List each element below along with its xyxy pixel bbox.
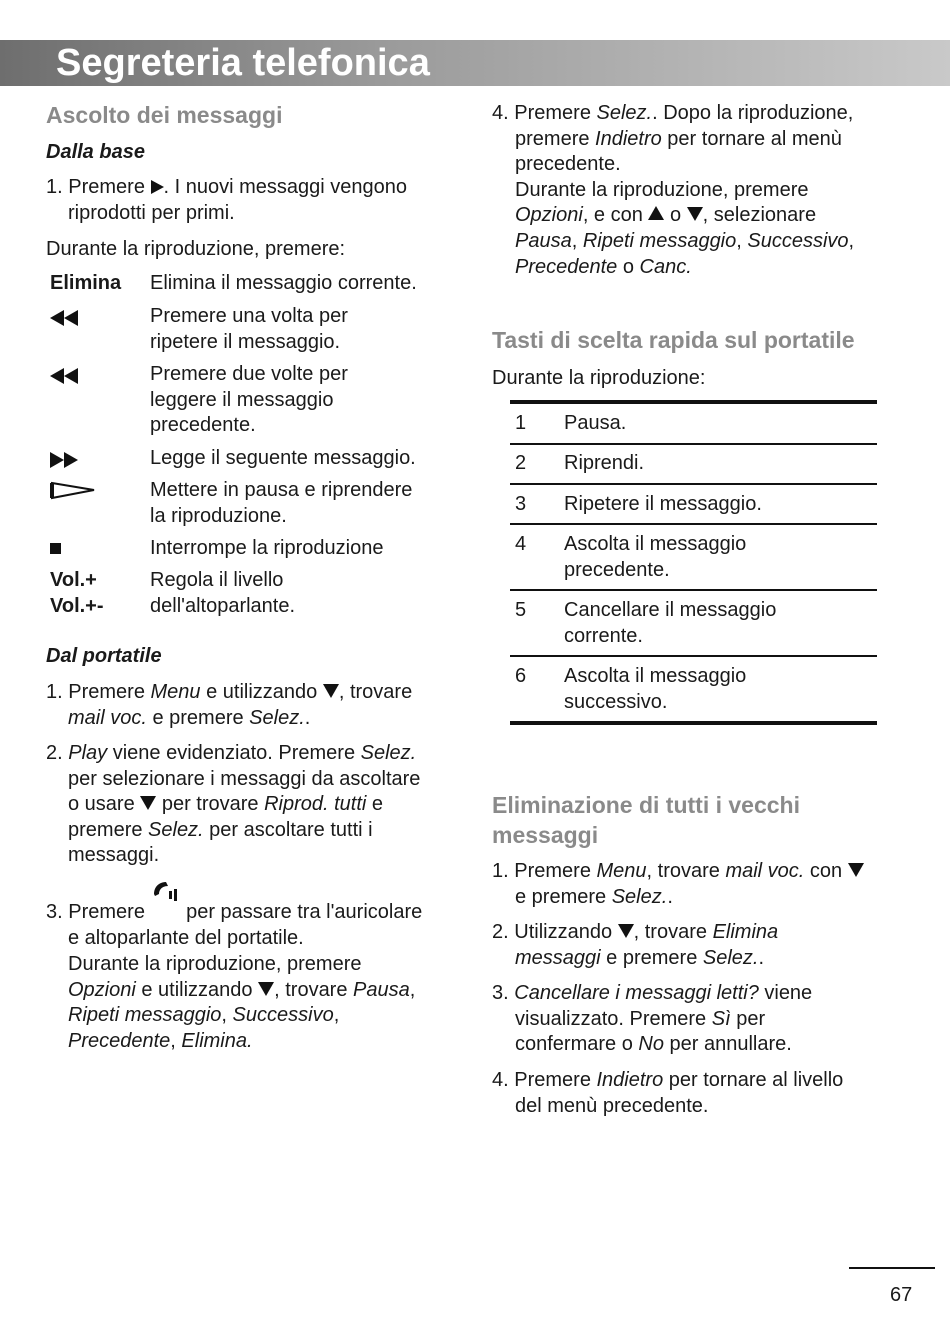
table-divider: [510, 443, 877, 445]
during-playback-text-2: Durante la riproduzione:: [492, 367, 706, 389]
down-arrow-icon: [848, 863, 864, 877]
key-description: Elimina il messaggio corrente.: [150, 272, 417, 294]
speakerphone-icon: [151, 880, 181, 904]
section-title-tasti: Tasti di scelta rapida sul portatile: [492, 327, 855, 353]
rewind-icon: [50, 308, 78, 334]
fast-forward-icon: [50, 450, 78, 476]
delete-step-1: 1. Premere Menu, trovare mail voc. con e premere Selez..: [492, 859, 922, 910]
step-4-selez: 4. Premere Selez.. Dopo la riproduzione, premere Indietro per tornare al menù precedente. Durante la riproduzione, premere Opzioni, e con o , selezionare Pausa, Ripeti messaggio, Successivo, Precedente o Canc.: [492, 102, 855, 278]
handset-step-2: 2. Play viene evidenziato. Premere Selez. per selezionare i messaggi da ascoltare o usare per trovare Riprod. tutti e premere Selez. per ascoltare tutti i messaggi.: [46, 742, 421, 867]
key-description: Regola il livello dell'altoparlante.: [150, 569, 296, 617]
key-volume: Vol.+ Vol.+-: [50, 569, 104, 617]
key-description: Mettere in pausa e riprendere la riproduzione.: [150, 479, 413, 527]
table-divider: [510, 589, 877, 591]
section-title-eliminazione: Eliminazione di tutti i vecchi messaggi: [492, 792, 800, 848]
base-step-1: 1. Premere . I nuovi messaggi vengono riprodotti per primi.: [46, 176, 408, 224]
stop-icon: [50, 536, 61, 562]
handset-step-3: 3. Premere per passare tra l'auricolare e altoparlante del portatile.: [46, 890, 466, 951]
key-description: Interrompe la riproduzione: [150, 537, 384, 559]
step-number: 1.: [46, 176, 63, 198]
rewind-icon: [50, 366, 78, 392]
key-description: Premere due volte per leggere il messaggio precedente.: [150, 363, 348, 437]
play-pause-icon: [50, 480, 98, 510]
table-divider: [510, 655, 877, 657]
page-number: 67: [890, 1284, 913, 1306]
subheading-dalla-base: Dalla base: [46, 141, 145, 163]
play-right-icon: [151, 180, 164, 194]
key-elimina: Elimina: [50, 272, 122, 294]
up-arrow-icon: [648, 206, 664, 220]
down-arrow-icon: [687, 207, 703, 221]
delete-step-2: 2. Utilizzando , trovare Elimina messaggi e premere Selez..: [492, 921, 779, 969]
handset-step-1: 1. Premere Menu e utilizzando , trovare mail voc. e premere Selez..: [46, 681, 413, 729]
down-arrow-icon: [258, 982, 274, 996]
down-arrow-icon: [323, 684, 339, 698]
table-bottom-rule: [510, 721, 877, 725]
subheading-dal-portatile: Dal portatile: [46, 645, 162, 667]
down-arrow-icon: [140, 796, 156, 810]
handset-step-3-options: Durante la riproduzione, premere Opzioni e utilizzando , trovare Pausa, Ripeti messaggio, Successivo, Precedente, Elimina.: [68, 953, 416, 1052]
footer-rule: [849, 1267, 935, 1269]
page-header-banner: [0, 40, 950, 86]
section-title-ascolto: Ascolto dei messaggi: [46, 102, 283, 128]
delete-step-3: 3. Cancellare i messaggi letti? viene visualizzato. Premere Sì per confermare o No per annullare.: [492, 982, 813, 1056]
key-description: Premere una volta per ripetere il messaggio.: [150, 305, 348, 353]
down-arrow-icon: [618, 924, 634, 938]
table-divider: [510, 523, 877, 525]
delete-step-4: 4. Premere Indietro per tornare al livello del menù precedente.: [492, 1069, 844, 1117]
table-top-rule: [510, 400, 877, 404]
table-divider: [510, 483, 877, 485]
during-playback-text: Durante la riproduzione, premere:: [46, 238, 346, 260]
page-title: Segreteria telefonica: [56, 42, 430, 84]
key-description: Legge il seguente messaggio.: [150, 447, 416, 469]
